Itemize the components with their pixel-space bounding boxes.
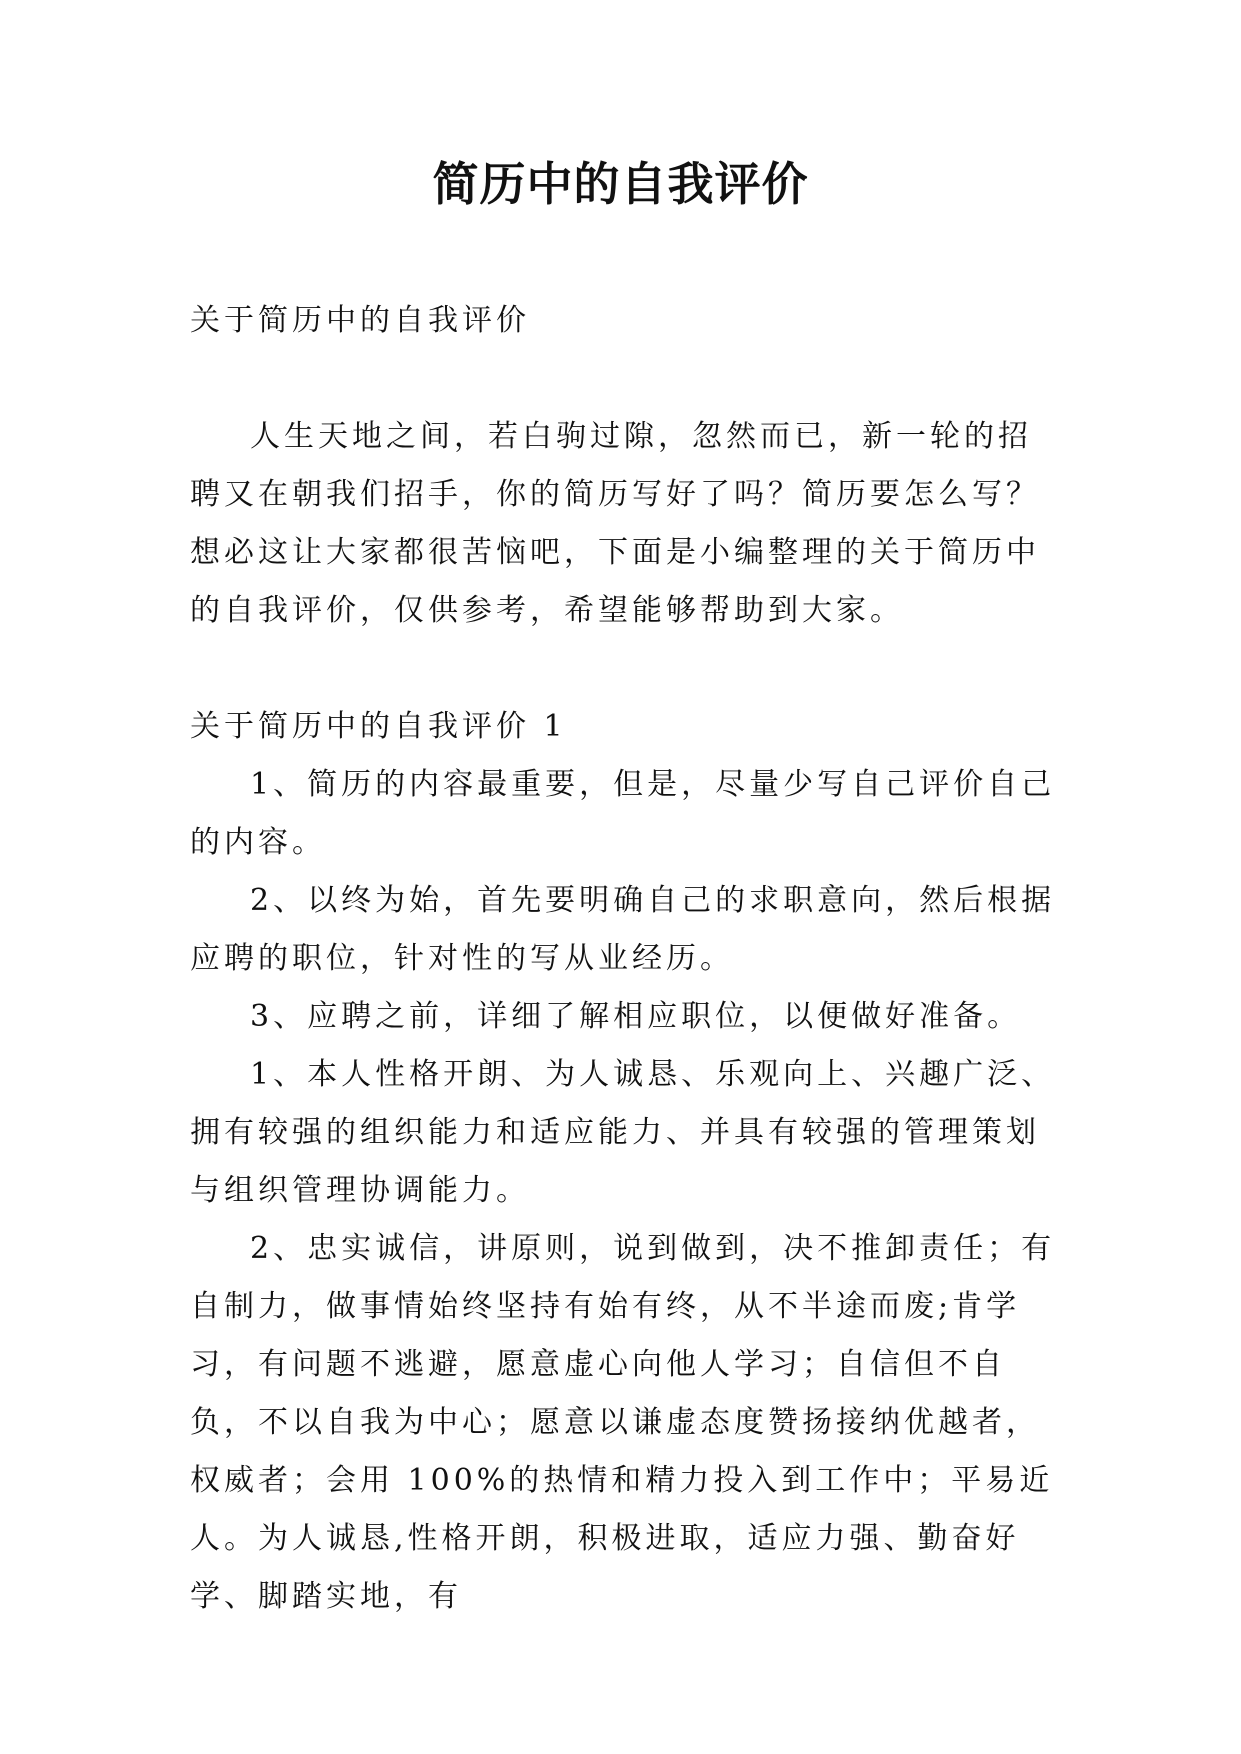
- document-title: 简历中的自我评价: [432, 157, 809, 211]
- document-subtitle: 关于简历中的自我评价: [190, 303, 530, 338]
- document-body: [190, 292, 1056, 1626]
- body-paragraph: 1、简历的内容最重要，但是，尽量少写自己评价自己的内容。: [190, 767, 1056, 860]
- body-paragraph: 3、应聘之前，详细了解相应职位，以便做好准备。: [250, 999, 1022, 1034]
- intro-paragraph: 人生天地之间，若白驹过隙，忽然而已，新一轮的招聘又在朝我们招手，你的简历写好了吗？简历要怎么写？想必这让大家都很苦恼吧，下面是小编整理的关于简历中的自我评价，仅供参考，希望能够帮助到大家。: [190, 419, 1040, 628]
- section-heading: 关于简历中的自我评价 1: [190, 709, 567, 744]
- body-paragraph: 1、本人性格开朗、为人诚恳、乐观向上、兴趣广泛、拥有较强的组织能力和适应能力、并具有较强的管理策划与组织管理协调能力。: [190, 1057, 1056, 1208]
- body-paragraph: 2、以终为始，首先要明确自己的求职意向，然后根据应聘的职位，针对性的写从业经历。: [190, 883, 1056, 976]
- body-paragraph: 2、忠实诚信，讲原则，说到做到，决不推卸责任；有自制力，做事情始终坚持有始有终，从不半途而废;肯学习，有问题不逃避，愿意虚心向他人学习；自信但不自负，不以自我为中心；愿意以谦虚态度赞扬接纳优越者，权威者；会用 100%的热情和精力投入到工作中；平易近人。为人诚恳,性格开朗，积极进取，适应力强、勤奋好学、脚踏实地，有: [190, 1231, 1056, 1614]
